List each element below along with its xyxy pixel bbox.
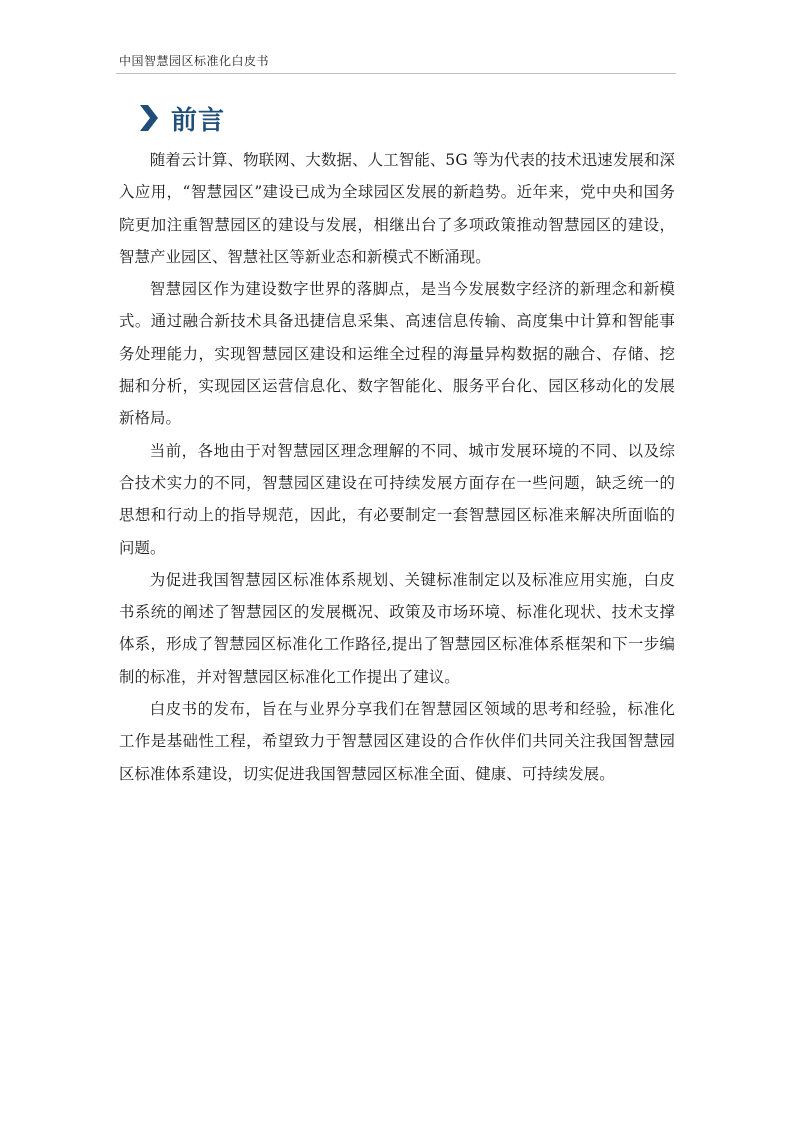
paragraph-3: 当前，各地由于对智慧园区理念理解的不同、城市发展环境的不同、以及综合技术实力的不同，智慧园区建设在可持续发展方面存在一些问题，缺乏统一的思想和行动上的指导规范，因此，有必要制定一套智慧园区标准来解决所面临的问题。 — [119, 441, 675, 557]
section-title: 前言 — [171, 105, 226, 136]
paragraph-1: 随着云计算、物联网、大数据、人工智能、5G 等为代表的技术迅速发展和深入应用，“智慧园区”建设已成为全球园区发展的新趋势。近年来，党中央和国务院更加注重智慧园区的建设与发展，相继出台了多项政策推动智慧园区的建设，智慧产业园区、智慧社区等新业态和新模式不断涌现。 — [119, 151, 675, 266]
chevron-right-icon — [138, 103, 160, 133]
section-heading — [138, 101, 225, 135]
paragraph-2: 智慧园区作为建设数字世界的落脚点，是当今发展数字经济的新理念和新模式。通过融合新技术具备迅捷信息采集、高速信息传输、高度集中计算和智能事务处理能力，实现智慧园区建设和运维全过程的海量异构数据的融合、存储、挖掘和分析，实现园区运营信息化、数字智能化、服务平台化、园区移动化的发展新格局。 — [119, 280, 675, 428]
paragraph-4: 为促进我国智慧园区标准体系规划、关键标准制定以及标准应用实施，白皮书系统的阐述了智慧园区的发展概况、政策及市场环境、标准化现状、技术支撑体系，形成了智慧园区标准化工作路径,提出了智慧园区标准体系框架和下一步编制的标准，并对智慧园区标准化工作提出了建议。 — [119, 570, 675, 686]
running-header-title: 中国智慧园区标准化白皮书 — [119, 54, 270, 68]
header-divider — [116, 73, 676, 74]
paragraph-5: 白皮书的发布，旨在与业界分享我们在智慧园区领域的思考和经验，标准化工作是基础性工程，希望致力于智慧园区建设的合作伙伴们共同关注我国智慧园区标准体系建设，切实促进我国智慧园区标准全面、健康、可持续发展。 — [119, 700, 675, 783]
preface-body — [119, 144, 675, 790]
